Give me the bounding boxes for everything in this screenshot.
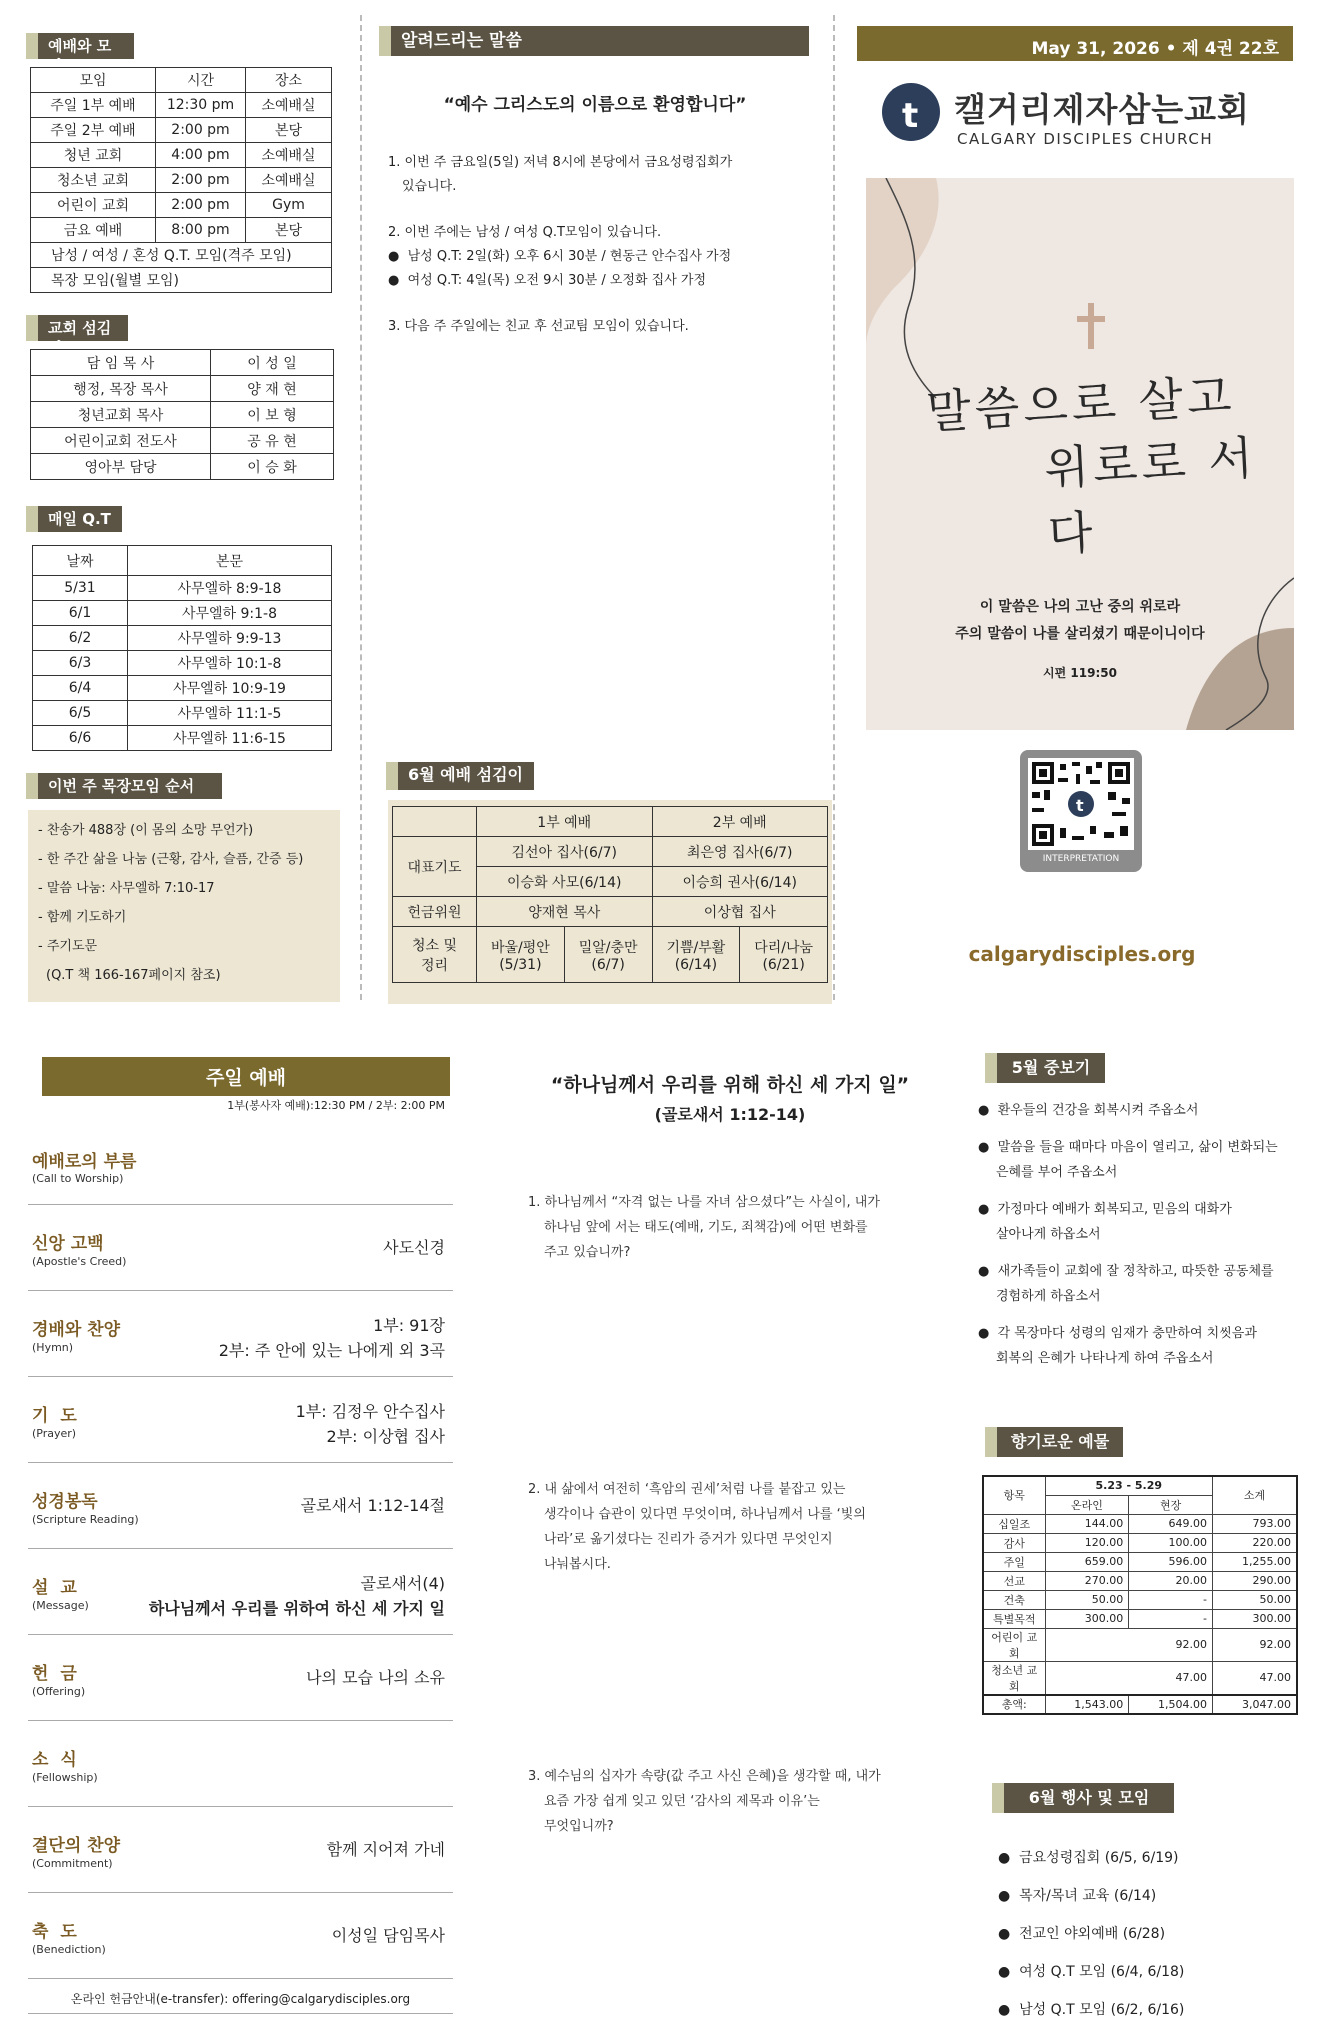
service-item-en: (Benediction) <box>32 1943 106 1956</box>
question-line: 3. 예수님의 십자가 속량(값 주고 사신 은혜)을 생각할 때, 내가 <box>528 1769 881 1784</box>
bullet-icon: ● <box>998 1850 1020 1866</box>
cell: 금요 예배 <box>31 218 156 243</box>
service-item-value: 나의 모습 나의 소유 <box>306 1668 445 1687</box>
list-item: ● 새가족들이 교회에 잘 정착하고, 따뜻한 공동체를 경험하게 하옵소서 <box>978 1264 1274 1304</box>
table-row <box>31 454 334 480</box>
mokjang-header: 이번 주 목장모임 순서 <box>26 773 222 799</box>
cell: 공 유 현 <box>211 428 334 454</box>
cell: 6/4 <box>33 676 128 701</box>
cell: 기쁨/부활 <box>666 939 726 956</box>
prayer-header: 5월 중보기도 <box>985 1053 1105 1083</box>
service-item <box>28 1463 453 1549</box>
service-item-value: 하나님께서 우리를 위하여 하신 세 가지 일 <box>148 1599 445 1618</box>
table-row: 어린이 교회 92.00 92.00 <box>983 1628 1297 1661</box>
cover-headline-2: 위로로 서다 <box>1043 430 1259 562</box>
cell: 어린이교회 전도사 <box>31 428 211 454</box>
row-label: 대표기도 <box>393 837 477 897</box>
list-item: ● 가정마다 예배가 회복되고, 믿음의 대화가 살아나게 하옵소서 <box>978 1202 1232 1242</box>
cell: 본당 <box>246 118 332 143</box>
cell: 사무엘하 9:1-8 <box>128 601 332 626</box>
cell: 어린이 교회 <box>31 193 156 218</box>
cover-image <box>866 178 1294 730</box>
svg-text:t: t <box>1076 796 1084 815</box>
servants-table <box>30 349 334 480</box>
service-item-en: (Scripture Reading) <box>32 1513 139 1526</box>
service-item-title: 결단의 찬양 <box>32 1836 121 1856</box>
cell: 양재현 목사 <box>477 897 653 927</box>
service-item-title: 축 도 <box>32 1922 80 1942</box>
question-line: 나눠봅시다. <box>544 1557 611 1572</box>
list-item: ● 남성 Q.T 모임 (6/2, 6/16) <box>998 2002 1185 2018</box>
cell: 사무엘하 11:6-15 <box>128 726 332 751</box>
table-row: 선교 270.00 20.00 290.00 <box>983 1571 1297 1590</box>
cover-verse-1: 이 말씀은 나의 고난 중의 위로라 <box>979 599 1181 615</box>
table-row <box>393 897 828 927</box>
cell: 2:00 pm <box>156 118 246 143</box>
question-line: 하나님 앞에 서는 태도(예배, 기도, 죄책감)에 어떤 변화를 <box>544 1220 868 1235</box>
bullet-icon: ● <box>998 2002 1020 2018</box>
service-item-en: (Offering) <box>32 1685 86 1698</box>
announcement-line: 1. 이번 주 금요일(5일) 저녁 8시에 본당에서 금요성령집회가 <box>388 155 733 170</box>
service-item-value: 1부: 91장 <box>373 1316 445 1335</box>
offering-table <box>982 1475 1298 1715</box>
list-item: - 한 주간 삶을 나눔 (근황, 감사, 슬픔, 간증 등) <box>38 852 304 867</box>
table-row: 특별목적 300.00 - 300.00 <box>983 1609 1297 1628</box>
divider <box>28 2013 453 2014</box>
service-item-value: 1부: 김정우 안수집사 <box>295 1402 445 1421</box>
table-row <box>31 218 332 243</box>
cell: 2:00 pm <box>156 193 246 218</box>
announcement-line: 3. 다음 주 주일에는 친교 후 선교팀 모임이 있습니다. <box>388 319 689 334</box>
church-logo <box>882 83 940 141</box>
cell: 6/3 <box>33 651 128 676</box>
sermon-question-3 <box>528 1764 928 1839</box>
cell: (6/7) <box>591 956 625 973</box>
cell: 6/2 <box>33 626 128 651</box>
service-header: 주일 예배 <box>42 1057 450 1096</box>
table-row <box>31 93 332 118</box>
cell: (6/21) <box>762 956 805 973</box>
service-item-value: 함께 지어져 가네 <box>326 1840 445 1859</box>
table-row <box>393 837 828 867</box>
table-row <box>31 118 332 143</box>
mokjang-box <box>28 810 340 1002</box>
service-item-title: 성경봉독 <box>32 1492 98 1512</box>
cell: 이 승 화 <box>211 454 334 480</box>
service-item-title: 신앙 고백 <box>32 1234 104 1254</box>
cell: 사무엘하 10:1-8 <box>128 651 332 676</box>
service-item-en: (Fellowship) <box>32 1771 98 1784</box>
bullet-icon: ● <box>978 1326 998 1341</box>
row-label: 청소 및 <box>411 937 458 954</box>
bullet-icon: ● <box>978 1202 998 1217</box>
announcements-header: 알려드리는 말씀 <box>379 26 809 56</box>
col-header: 5.23 - 5.29 <box>1045 1476 1213 1495</box>
table-row <box>31 193 332 218</box>
table-row: 건축 50.00 - 50.00 <box>983 1590 1297 1609</box>
service-item-title: 소 식 <box>32 1750 80 1770</box>
table-row <box>33 676 332 701</box>
divider <box>360 15 362 1000</box>
cell: 담 임 목 사 <box>31 350 211 376</box>
cover-verse-2: 주의 말씀이 나를 살리셨기 때문이니이다 <box>955 626 1205 642</box>
cell: 2:00 pm <box>156 168 246 193</box>
date-banner: May 31, 2026 • 제 4권 22호 <box>857 26 1293 61</box>
table-row <box>33 701 332 726</box>
service-item-value: 골로새서 1:12-14절 <box>300 1496 445 1515</box>
cell: 12:30 pm <box>156 93 246 118</box>
cell: 주일 2부 예배 <box>31 118 156 143</box>
cell: 남성 / 여성 / 혼성 Q.T. 모임(격주 모임) <box>31 243 332 268</box>
table-row <box>33 576 332 601</box>
service-item-value: 골로새서(4) <box>360 1574 445 1593</box>
list-item: ● 금요성령집회 (6/5, 6/19) <box>998 1850 1179 1866</box>
church-name-en: CALGARY DISCIPLES CHURCH <box>957 130 1214 148</box>
june-servants-header: 6월 예배 섬김이 <box>386 762 534 790</box>
service-item-title: 예배로의 부름 <box>32 1152 137 1172</box>
cell: 이상협 집사 <box>652 897 828 927</box>
question-line: 나라’로 옮기셨다는 진리가 증거가 있다면 무엇인지 <box>544 1532 833 1547</box>
cell: 바울/평안 <box>490 939 550 956</box>
cell: Gym <box>246 193 332 218</box>
list-item: ● 전교인 야외예배 (6/28) <box>998 1926 1166 1942</box>
announcement-line: 2. 이번 주에는 남성 / 여성 Q.T모임이 있습니다. <box>388 225 662 240</box>
worship-times-header: 예배와 모임 <box>26 33 134 59</box>
service-item-en: (Apostle's Creed) <box>32 1255 127 1268</box>
cell: 이승화 사모(6/14) <box>477 867 653 897</box>
cell: 영아부 담당 <box>31 454 211 480</box>
cell: 주일 1부 예배 <box>31 93 156 118</box>
list-item: - 말씀 나눔: 사무엘하 7:10-17 <box>38 881 215 896</box>
service-item-en: (Call to Worship) <box>32 1172 124 1185</box>
table-row <box>31 428 334 454</box>
service-item-value: 사도신경 <box>383 1238 445 1257</box>
offering-header: 향기로운 예물 <box>985 1427 1123 1457</box>
col-header: 시간 <box>156 68 246 93</box>
question-line: 주고 있습니까? <box>544 1245 631 1260</box>
sermon-question-1 <box>528 1190 928 1265</box>
table-row <box>31 402 334 428</box>
col-header: 소계 <box>1213 1476 1297 1514</box>
service-item <box>28 1291 453 1377</box>
question-line: 1. 하나님께서 “자격 없는 나를 자녀 삼으셨다”는 사실이, 내가 <box>528 1195 880 1210</box>
cell: 6/6 <box>33 726 128 751</box>
table-row <box>33 651 332 676</box>
service-item-en: (Message) <box>32 1599 89 1612</box>
table-row: 총액: 1,543.00 1,504.00 3,047.00 <box>983 1695 1297 1714</box>
bullet-icon: ● <box>998 1926 1020 1942</box>
cell: 소예배실 <box>246 93 332 118</box>
col-header: 온라인 <box>1045 1495 1129 1514</box>
service-item <box>28 1807 453 1893</box>
svg-text:t: t <box>902 96 919 136</box>
cell: 이승희 권사(6/14) <box>652 867 828 897</box>
service-item-value: 2부: 주 안에 있는 나에게 외 3곡 <box>218 1341 445 1360</box>
cell: 다리/나눔 <box>754 939 814 956</box>
bullet-icon: ● <box>978 1103 998 1118</box>
cell: 이 성 일 <box>211 350 334 376</box>
service-item-title: 기 도 <box>32 1406 80 1426</box>
row-label: 헌금위원 <box>393 897 477 927</box>
service-item-value: 이성일 담임목사 <box>331 1926 445 1945</box>
table-row <box>33 626 332 651</box>
cell: 소예배실 <box>246 143 332 168</box>
cell: 양 재 현 <box>211 376 334 402</box>
question-line: 생각이나 습관이 있다면 무엇이며, 하나님께서 나를 ‘빛의 <box>544 1507 866 1522</box>
bullet-icon: ● <box>388 273 408 288</box>
sermon-title: “하나님께서 우리를 위해 하신 세 가지 일” <box>550 1074 910 1096</box>
service-item <box>28 1635 453 1721</box>
list-item: ● 환우들의 건강을 회복시켜 주옵소서 <box>978 1103 1199 1118</box>
events-list <box>998 1839 1320 2029</box>
col-header: 1부 예배 <box>477 807 653 837</box>
cell: (6/14) <box>674 956 718 973</box>
servants-header: 교회 섬김이 <box>26 315 128 341</box>
events-header: 6월 행사 및 모임 <box>992 1783 1174 1813</box>
col-header: 현장 <box>1129 1495 1213 1514</box>
announcement-line: 있습니다. <box>402 179 457 194</box>
list-item: - 주기도문 <box>38 939 98 954</box>
june-servants-box <box>388 800 832 1004</box>
table-row <box>31 268 332 293</box>
table-row <box>33 601 332 626</box>
cell: 청년교회 목사 <box>31 402 211 428</box>
question-line: 2. 내 삶에서 여전히 ‘흑암의 권세’처럼 나를 붙잡고 있는 <box>528 1482 846 1497</box>
divider <box>833 15 835 1000</box>
bullet-icon: ● <box>998 1888 1020 1904</box>
service-item <box>28 1125 453 1205</box>
col-header: 모임 <box>31 68 156 93</box>
cell: 사무엘하 9:9-13 <box>128 626 332 651</box>
cell: 5/31 <box>33 576 128 601</box>
row-label: 정리 <box>420 957 449 974</box>
cell: 6/5 <box>33 701 128 726</box>
service-item <box>28 1549 453 1635</box>
col-header: 본문 <box>128 546 332 576</box>
table-row: 십일조 144.00 649.00 793.00 <box>983 1514 1297 1533</box>
table-row: 감사 120.00 100.00 220.00 <box>983 1533 1297 1552</box>
announcements-title: “예수 그리스도의 이름으로 환영합니다” <box>443 95 747 115</box>
sermon-ref: (골로새서 1:12-14) <box>654 1105 806 1124</box>
table-row: 주일 659.00 596.00 1,255.00 <box>983 1552 1297 1571</box>
worship-times-table <box>30 67 332 293</box>
cell: (5/31) <box>499 956 542 973</box>
service-item <box>28 1377 453 1463</box>
cell: 청소년 교회 <box>31 168 156 193</box>
announcements-body <box>388 151 818 339</box>
bullet-icon: ● <box>978 1140 998 1155</box>
service-item-title: 헌 금 <box>32 1664 80 1684</box>
table-row <box>31 243 332 268</box>
table-row: 청소년 교회 47.00 47.00 <box>983 1661 1297 1695</box>
church-name-kr: 캘거리제자삼는교회 <box>954 90 1250 129</box>
cell: 김선아 집사(6/7) <box>477 837 653 867</box>
service-item-en: (Hymn) <box>32 1341 74 1354</box>
cell: 사무엘하 10:9-19 <box>128 676 332 701</box>
service-time: 1부(봉사자 예배):12:30 PM / 2부: 2:00 PM <box>227 1099 445 1112</box>
sermon-question-2 <box>528 1477 928 1577</box>
list-item: ● 여성 Q.T 모임 (6/4, 6/18) <box>998 1964 1185 1980</box>
qt-table <box>32 545 332 751</box>
col-header: 2부 예배 <box>652 807 828 837</box>
cell: 6/1 <box>33 601 128 626</box>
service-item-en: (Commitment) <box>32 1857 113 1870</box>
service-item <box>28 1721 453 1807</box>
bullet-icon: ● <box>978 1264 998 1279</box>
table-row <box>393 927 828 983</box>
cover-headline-1: 말씀으로 살고 <box>924 368 1237 440</box>
list-item: (Q.T 책 166-167페이지 참조) <box>46 968 221 983</box>
cell: 최은영 집사(6/7) <box>652 837 828 867</box>
cell: 이 보 형 <box>211 402 334 428</box>
cell: 8:00 pm <box>156 218 246 243</box>
col-header: 날짜 <box>33 546 128 576</box>
announcement-line: ● 여성 Q.T: 4일(목) 오전 9시 30분 / 오정화 집사 가정 <box>388 273 707 288</box>
qr-pattern <box>1028 758 1134 850</box>
cover-verse-ref: 시편 119:50 <box>1043 666 1117 680</box>
online-offering-info: 온라인 헌금안내(e-transfer): offering@calgarydisciples.org <box>70 1992 411 2006</box>
cell: 사무엘하 11:1-5 <box>128 701 332 726</box>
list-item: ● 말씀을 들을 때마다 마음이 열리고, 삶이 변화되는 은혜를 부어 주옵소서 <box>978 1140 1278 1180</box>
table-row <box>31 350 334 376</box>
cell: 본당 <box>246 218 332 243</box>
cell: 목장 모임(월별 모임) <box>31 268 332 293</box>
cell: 행정, 목장 목사 <box>31 376 211 402</box>
website-link[interactable]: calgarydisciples.org <box>968 942 1196 966</box>
bullet-icon: ● <box>388 249 408 264</box>
cell: 소예배실 <box>246 168 332 193</box>
list-item: ● 목자/목녀 교육 (6/14) <box>998 1888 1157 1904</box>
cell: 청년 교회 <box>31 143 156 168</box>
service-item <box>28 1893 453 1979</box>
service-item-title: 경배와 찬양 <box>32 1320 121 1340</box>
table-row <box>31 143 332 168</box>
question-line: 무엇입니까? <box>544 1819 614 1834</box>
table-row <box>33 726 332 751</box>
question-line: 요즘 가장 쉽게 잊고 있던 ‘감사의 제목과 이유’는 <box>544 1794 820 1809</box>
cell: 4:00 pm <box>156 143 246 168</box>
table-row <box>31 168 332 193</box>
qt-header: 매일 Q.T표 <box>26 506 122 532</box>
service-item-value: 2부: 이상협 집사 <box>326 1427 445 1446</box>
list-item: - 함께 기도하기 <box>38 910 127 925</box>
announcement-line: ● 남성 Q.T: 2일(화) 오후 6시 30분 / 현동근 안수집사 가정 <box>388 249 732 264</box>
qr-code[interactable] <box>1020 750 1142 872</box>
service-item-title: 설 교 <box>32 1578 80 1598</box>
cell: 밀알/충만 <box>578 939 638 956</box>
col-header: 장소 <box>246 68 332 93</box>
list-item: ● 각 목장마다 성령의 임재가 충만하여 치씻음과 회복의 은혜가 나타나게 하여 주옵소서 <box>978 1326 1257 1366</box>
table-row <box>31 376 334 402</box>
prayer-list <box>978 1098 1308 1371</box>
qr-caption: INTERPRETATION <box>1042 854 1120 864</box>
col-header: 항목 <box>983 1476 1045 1514</box>
cell: 사무엘하 8:9-18 <box>128 576 332 601</box>
list-item: - 찬송가 488장 (이 몸의 소망 무언가) <box>38 823 254 838</box>
service-item <box>28 1205 453 1291</box>
service-item-en: (Prayer) <box>32 1427 77 1440</box>
bullet-icon: ● <box>998 1964 1020 1980</box>
june-servants-table <box>392 806 828 983</box>
